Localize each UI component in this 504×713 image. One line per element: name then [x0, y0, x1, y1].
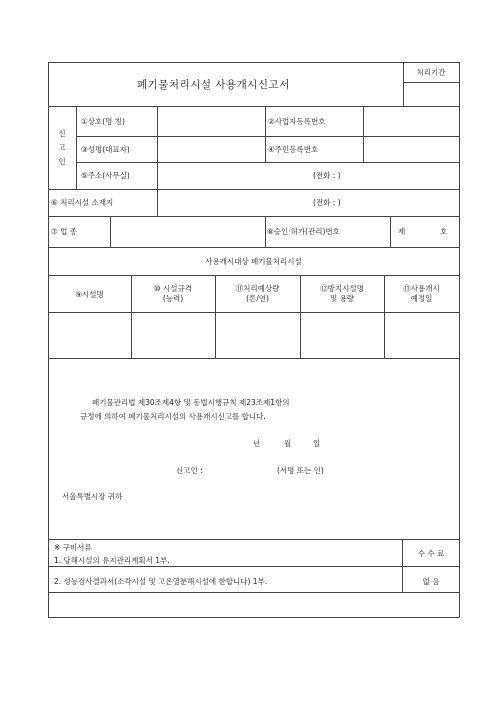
border-top	[48, 62, 459, 63]
date-year: 년	[253, 439, 261, 448]
approval-no-label: ⑧승인·허가(관리)번호	[267, 227, 340, 236]
fee-value: 없 음	[422, 577, 440, 586]
rule	[48, 592, 459, 593]
resident-reg-no-label: ④주민등록번호	[268, 145, 319, 154]
facility-name-cell[interactable]	[49, 313, 131, 357]
facility-section-header: 사용개시대상 폐기물처리시설	[205, 257, 302, 266]
col-expected-volume-sub: (톤/연)	[246, 294, 269, 303]
addressee: 서울특별시장 귀하	[62, 492, 123, 501]
reporter-label-2: 고	[58, 143, 66, 152]
signature-hint: (서명 또는 인)	[277, 466, 324, 475]
expected-volume-cell[interactable]	[216, 313, 300, 357]
col-facility-spec: ⑩ 시설규격	[153, 284, 193, 293]
processing-period-label: 처리기간	[416, 68, 446, 77]
col-prevention-facility-sub: 및 용량	[329, 294, 355, 303]
business-reg-no-field[interactable]	[364, 107, 458, 135]
industry-field[interactable]	[111, 217, 264, 246]
phone-1: (전화 : )	[313, 171, 341, 180]
rule	[48, 539, 459, 540]
company-name-field[interactable]	[158, 107, 264, 135]
fee-label: 수 수 료	[417, 549, 445, 558]
signer-label: 신고인 :	[176, 466, 203, 475]
resident-reg-no-field[interactable]	[364, 137, 458, 161]
company-name-label: ①상호(명 칭)	[81, 117, 125, 126]
declaration-line-1: 폐기물관리법 제30조제4항 및 동법시행규칙 제23조제1항의	[92, 398, 290, 407]
rule	[76, 106, 77, 189]
date-month: 월	[284, 439, 292, 448]
name-field[interactable]	[158, 137, 264, 161]
reporter-label-1: 신	[58, 129, 66, 138]
facility-spec-cell[interactable]	[132, 313, 215, 357]
col-expected-volume: ⑪처리예상량	[235, 284, 280, 293]
rule	[48, 358, 459, 359]
col-prevention-facility: ⑫방지시설명	[320, 284, 364, 293]
phone-2: (전화 : )	[313, 198, 341, 207]
address-label: ⑤주소(사무실)	[81, 171, 130, 180]
border-bottom	[48, 617, 459, 618]
col-start-date-sub: 예정일	[410, 294, 433, 303]
date-day: 일	[313, 439, 321, 448]
rule	[48, 247, 459, 248]
industry-label: ⑦ 업 종	[51, 227, 77, 236]
signer-field[interactable]	[212, 462, 272, 476]
rule	[48, 275, 459, 276]
reporter-label-3: 인	[58, 157, 66, 166]
rule	[48, 566, 459, 567]
col-facility-spec-sub: (능력)	[162, 294, 184, 303]
attachment-item-2: 2. 성능검사결과서(소각시설 및 고온열분해시설에 한합니다) 1부.	[54, 577, 268, 586]
attachments-header: ※ 구비서류	[54, 543, 92, 552]
declaration-line-2: 규정에 의하여 폐기물처리시설의 사용개시신고를 합니다.	[80, 412, 266, 421]
facility-location-label: ⑥ 처리시설 소재지	[51, 198, 114, 207]
approval-prefix: 제	[398, 227, 406, 236]
facility-location-field[interactable]	[158, 190, 458, 215]
form-title: 폐기물처리시설 사용개시신고서	[137, 79, 290, 91]
prevention-facility-cell[interactable]	[301, 313, 384, 357]
rule	[265, 106, 266, 163]
col-facility-name: ⑨시설명	[75, 290, 104, 299]
attachment-item-1: 1. 당해시설의 유지관리계획서 1부.	[54, 556, 170, 565]
approval-suffix: 호	[440, 227, 448, 236]
business-reg-no-label: ②사업자등록번호	[268, 117, 326, 126]
rule	[403, 82, 459, 83]
border-right	[459, 62, 460, 617]
start-date-cell[interactable]	[385, 313, 458, 357]
col-start-date: ⑬사용개시	[403, 284, 440, 293]
name-label: ③성명(대표자)	[81, 145, 130, 154]
rule	[265, 216, 266, 247]
address-field[interactable]	[158, 163, 458, 188]
